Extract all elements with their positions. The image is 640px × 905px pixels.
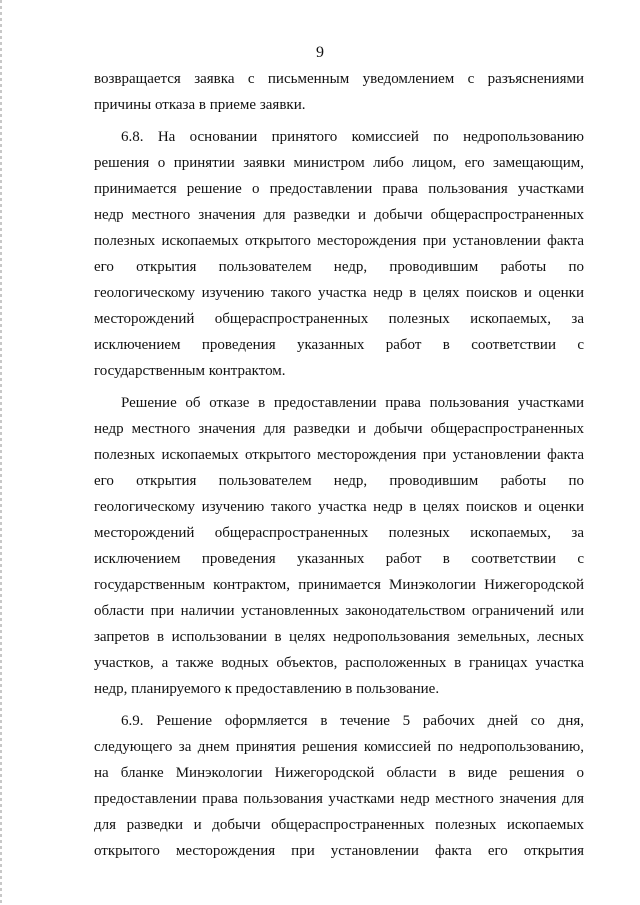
text-line: Решение об отказе в предоставлении права пользования участками <box>121 395 584 411</box>
text-line: полезных ископаемых открытого месторождения при установлении факта <box>94 233 584 249</box>
text-line: исключением проведения указанных работ в соответствии с <box>94 337 584 353</box>
text-line: месторождений общераспространенных полезных ископаемых, за <box>94 311 584 327</box>
text-line: 6.9. Решение оформляется в течение 5 рабочих дней со дня, <box>121 713 584 729</box>
text-line: геологическому изучению такого участка недр в целях поисков и оценки <box>94 499 584 515</box>
text-line: для разведки и добычи общераспространенных полезных ископаемых <box>94 817 584 833</box>
text-line: решения о принятии заявки министром либо лицом, его замещающим, <box>94 155 584 171</box>
text-line: государственным контрактом. <box>94 363 286 379</box>
text-line: 6.8. На основании принятого комиссией по недропользованию <box>121 129 584 145</box>
document-body <box>94 66 584 864</box>
text-line: государственным контрактом, принимается Минэкологии Нижегородской <box>94 577 584 593</box>
text-line: открытого месторождения при установлении факта его открытия <box>94 843 584 859</box>
text-line: месторождений общераспространенных полезных ископаемых, за <box>94 525 584 541</box>
text-line: предоставлении права пользования участками недр местного значения для <box>94 791 584 807</box>
text-line: недр, планируемого к предоставлению в пользование. <box>94 681 440 697</box>
text-line: полезных ископаемых открытого месторождения при установлении факта <box>94 447 584 463</box>
text-line: области при наличии установленных законодательством ограничений или <box>94 603 584 619</box>
text-line: его открытия пользователем недр, проводившим работы по <box>94 259 584 275</box>
paragraph <box>94 124 584 384</box>
text-line: недр местного значения для разведки и добычи общераспространенных <box>94 207 584 223</box>
text-line: на бланке Минэкологии Нижегородской области в виде решения о <box>94 765 584 781</box>
text-line: возвращается заявка с письменным уведомлением с разъяснениями <box>94 71 584 87</box>
text-line: геологическому изучению такого участка недр в целях поисков и оценки <box>94 285 584 301</box>
page-number: 9 <box>316 44 324 61</box>
paragraph <box>94 390 584 702</box>
text-line: недр местного значения для разведки и добычи общераспространенных <box>94 421 584 437</box>
scan-edge <box>0 0 2 905</box>
paragraph <box>94 708 584 864</box>
paragraph <box>94 66 584 118</box>
text-line: принимается решение о предоставлении права пользования участками <box>94 181 584 197</box>
text-line: исключением проведения указанных работ в соответствии с <box>94 551 584 567</box>
text-line: его открытия пользователем недр, проводившим работы по <box>94 473 584 489</box>
text-line: участков, а также водных объектов, расположенных в границах участка <box>94 655 584 671</box>
text-line: следующего за днем принятия решения комиссией по недропользованию, <box>94 739 584 755</box>
text-line: запретов в использовании в целях недропользования земельных, лесных <box>94 629 584 645</box>
text-line: причины отказа в приеме заявки. <box>94 97 306 113</box>
